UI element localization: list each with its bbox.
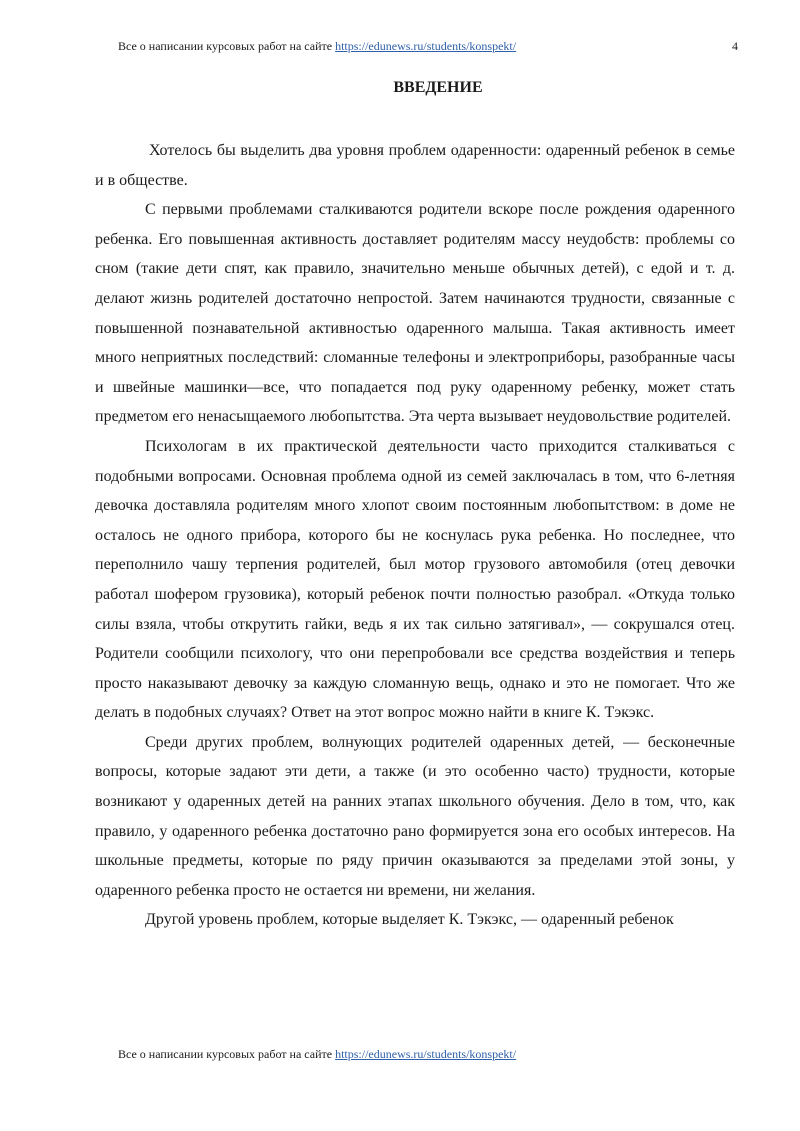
paragraph: Другой уровень проблем, которые выделяет К. Тэкэкс, — одаренный ребенок — [145, 911, 674, 929]
footer-text: Все о написании курсовых работ на сайте — [118, 1047, 336, 1061]
paragraph: С первыми проблемами сталкиваются родители вскоре после рождения одаренного ребенка. Его повышенная активность доставляет родителям массу неудобств: проблемы со сном (такие дети спят, как правило, значительно меньше обычных детей), с едой и т. д. делают жизнь родителей достаточно непростой. Затем начинаются трудности, связанные с повышенной познавательной активностью одаренного малыша. Такая активность имеет много неприятных последствий: сломанные телефоны и электроприборы, разобранные часы и швейные машинки—все, что попадается под руку одаренному ребенку, может стать предметом его ненасыщаемого любопытства. Эта черта вызывает неудовольствие родителей. — [95, 201, 735, 426]
paragraph: Среди других проблем, волнующих родителей одаренных детей, — бесконечные вопросы, которые задают эти дети, а также (и это особенно часто) трудности, которые возникают у одаренных детей на ранних этапах школьного обучения. Дело в том, что, как правило, у одаренного ребенка достаточно рано формируется зона его особых интересов. На школьные предметы, которые по ряду причин оказываются за пределами этой зоны, у одаренного ребенка просто не остается ни времени, ни желания. — [95, 733, 735, 899]
header-link[interactable]: https://edunews.ru/students/konspekt/ — [335, 39, 517, 53]
footer-link[interactable]: https://edunews.ru/students/konspekt/ — [335, 1047, 517, 1061]
paragraph: Психологам в их практической деятельности часто приходится сталкиваться с подобными вопросами. Основная проблема одной из семей заключалась в том, что 6-летняя девочка доставляла родителям много хлопот своим постоянным любопытством: в доме не осталось не одного прибора, которого бы не коснулась рука ребенка. Но последнее, что переполнило чашу терпения родителей, был мотор грузового автомобиля (отец девочки работал шофером грузовика), который ребенок почти полностью разобрал. «Откуда только силы взяла, чтобы открутить гайки, ведь я их так сильно затягивал», — сокрушался отец. Родители сообщили психологу, что они перепробовали все средства воздействия и теперь просто наказывают девочку за каждую сломанную вещь, однако и это не помогает. Что же делать в подобных случаях? Ответ на этот вопрос можно найти в книге К. Тэкэкс. — [95, 437, 735, 722]
page-header — [118, 38, 738, 54]
page-number: 4 — [732, 39, 738, 53]
paragraph: Хотелось бы выделить два уровня проблем одаренности: одаренный ребенок в семье и в обществе. — [95, 142, 735, 189]
page-title: ВВЕДЕНИЕ — [393, 79, 483, 96]
page-footer — [118, 1046, 738, 1062]
document-body — [95, 136, 735, 935]
header-text: Все о написании курсовых работ на сайте — [118, 39, 336, 53]
